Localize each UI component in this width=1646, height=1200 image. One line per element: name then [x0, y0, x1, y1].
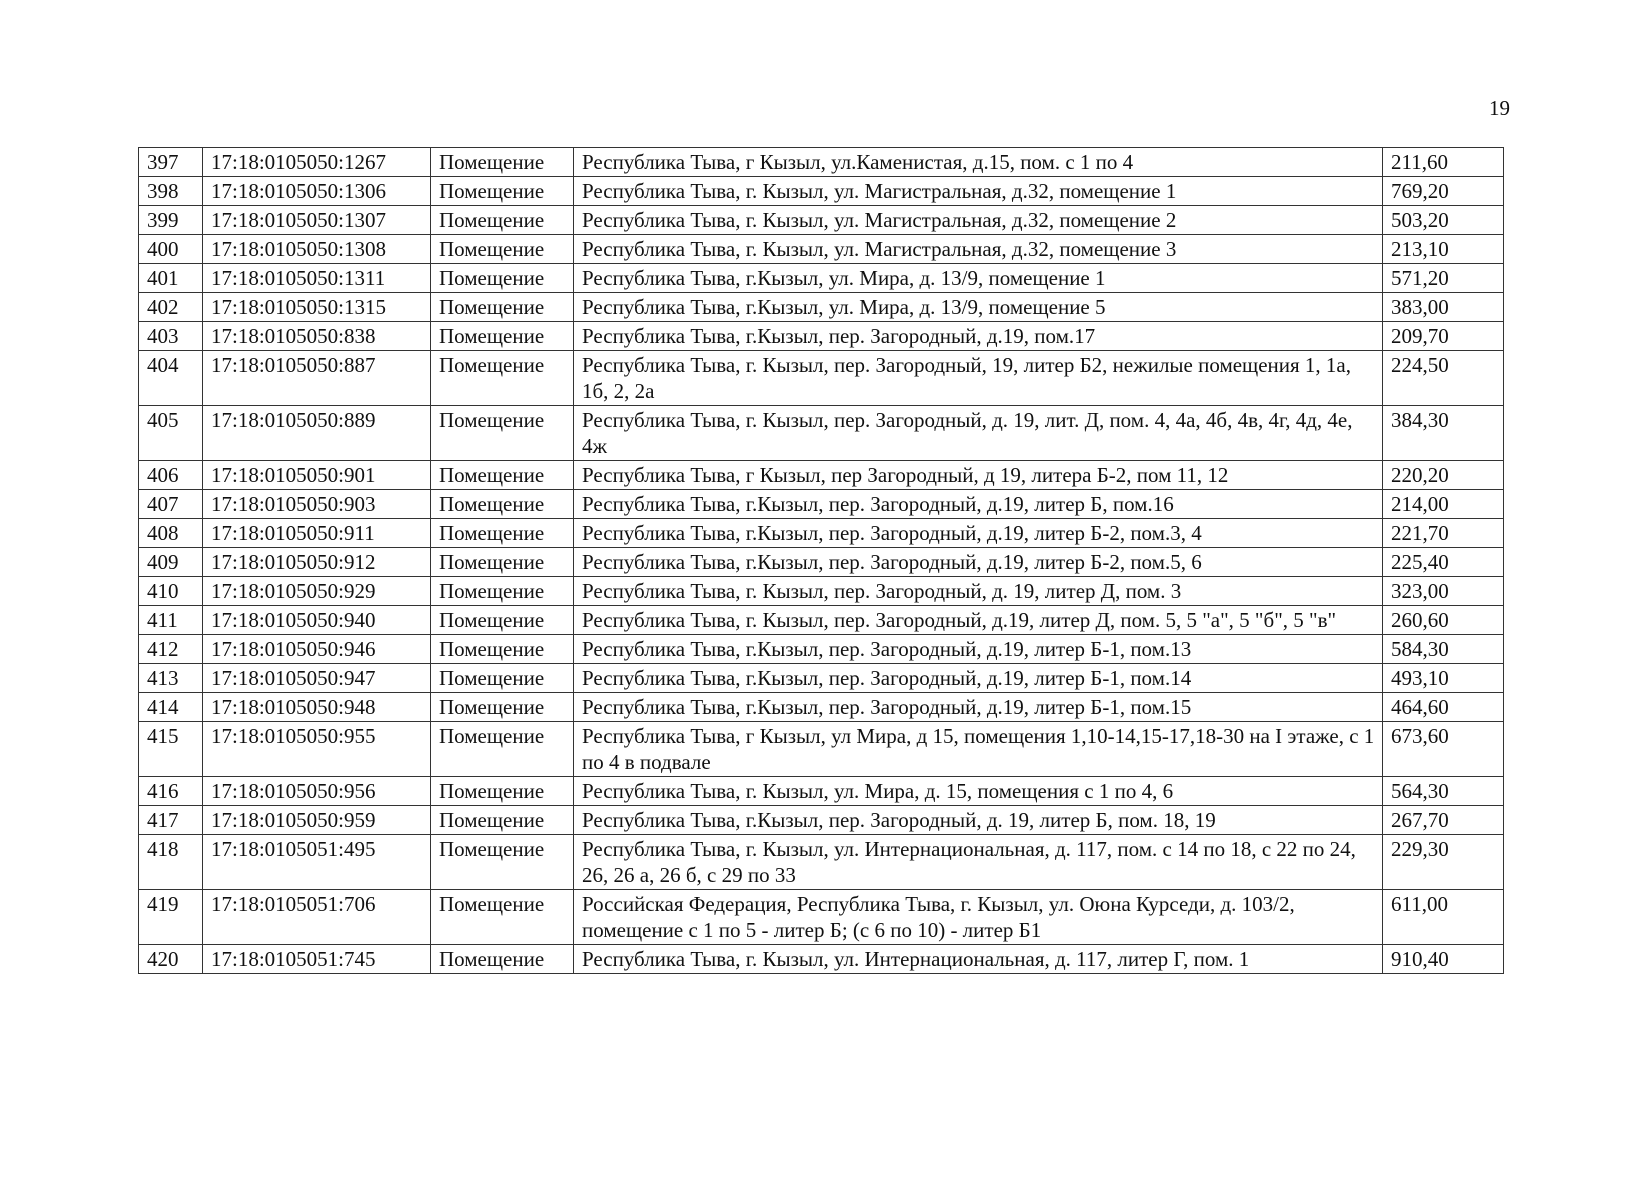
table-row [139, 635, 1504, 664]
table-row [139, 519, 1504, 548]
table-row [139, 890, 1504, 945]
cadastral-number-cell: 17:18:0105050:911 [203, 519, 431, 548]
cadastral-number-cell: 17:18:0105050:889 [203, 406, 431, 461]
object-type-cell: Помещение [431, 577, 574, 606]
address-cell: Республика Тыва, г.Кызыл, ул. Мира, д. 13/9, помещение 1 [574, 264, 1383, 293]
row-number-cell: 409 [139, 548, 203, 577]
area-cell: 211,60 [1383, 148, 1504, 177]
row-number-cell: 414 [139, 693, 203, 722]
cadastral-number-cell: 17:18:0105050:1308 [203, 235, 431, 264]
cadastral-number-cell: 17:18:0105050:948 [203, 693, 431, 722]
object-type-cell: Помещение [431, 806, 574, 835]
object-type-cell: Помещение [431, 664, 574, 693]
object-type-cell: Помещение [431, 945, 574, 974]
area-cell: 213,10 [1383, 235, 1504, 264]
address-cell: Республика Тыва, г Кызыл, ул Мира, д 15, помещения 1,10-14,15-17,18-30 на I этаже, с 1 по 4 в подвале [574, 722, 1383, 777]
area-cell: 564,30 [1383, 777, 1504, 806]
table-row [139, 148, 1504, 177]
row-number-cell: 407 [139, 490, 203, 519]
table-row [139, 664, 1504, 693]
object-type-cell: Помещение [431, 351, 574, 406]
cadastral-number-cell: 17:18:0105050:1311 [203, 264, 431, 293]
table-row [139, 606, 1504, 635]
table-row [139, 945, 1504, 974]
area-cell: 224,50 [1383, 351, 1504, 406]
object-type-cell: Помещение [431, 890, 574, 945]
object-type-cell: Помещение [431, 177, 574, 206]
object-type-cell: Помещение [431, 835, 574, 890]
address-cell: Республика Тыва, г. Кызыл, пер. Загородный, 19, литер Б2, нежилые помещения 1, 1а, 1б, 2, 2а [574, 351, 1383, 406]
row-number-cell: 410 [139, 577, 203, 606]
cadastral-number-cell: 17:18:0105050:959 [203, 806, 431, 835]
row-number-cell: 406 [139, 461, 203, 490]
area-cell: 611,00 [1383, 890, 1504, 945]
table-row [139, 461, 1504, 490]
object-type-cell: Помещение [431, 693, 574, 722]
object-type-cell: Помещение [431, 206, 574, 235]
row-number-cell: 412 [139, 635, 203, 664]
table-row [139, 693, 1504, 722]
row-number-cell: 415 [139, 722, 203, 777]
area-cell: 673,60 [1383, 722, 1504, 777]
object-type-cell: Помещение [431, 635, 574, 664]
object-type-cell: Помещение [431, 490, 574, 519]
address-cell: Республика Тыва, г. Кызыл, пер. Загородный, д.19, литер Д, пом. 5, 5 "а", 5 "б", 5 "в" [574, 606, 1383, 635]
cadastral-number-cell: 17:18:0105051:745 [203, 945, 431, 974]
object-type-cell: Помещение [431, 461, 574, 490]
address-cell: Республика Тыва, г.Кызыл, пер. Загородный, д.19, литер Б-2, пом.3, 4 [574, 519, 1383, 548]
table-row [139, 548, 1504, 577]
cadastral-number-cell: 17:18:0105050:1267 [203, 148, 431, 177]
address-cell: Республика Тыва, г. Кызыл, ул. Интернациональная, д. 117, пом. с 14 по 18, с 22 по 24, 26, 26 а, 26 б, с 29 по 33 [574, 835, 1383, 890]
row-number-cell: 401 [139, 264, 203, 293]
area-cell: 221,70 [1383, 519, 1504, 548]
cadastral-number-cell: 17:18:0105051:706 [203, 890, 431, 945]
object-type-cell: Помещение [431, 519, 574, 548]
row-number-cell: 400 [139, 235, 203, 264]
table-row [139, 577, 1504, 606]
cadastral-number-cell: 17:18:0105051:495 [203, 835, 431, 890]
table-row [139, 177, 1504, 206]
address-cell: Российская Федерация, Республика Тыва, г. Кызыл, ул. Оюна Курседи, д. 103/2, помещение с 1 по 5 - литер Б; (с 6 по 10) - литер Б1 [574, 890, 1383, 945]
address-cell: Республика Тыва, г.Кызыл, пер. Загородный, д.19, литер Б-1, пом.13 [574, 635, 1383, 664]
address-cell: Республика Тыва, г.Кызыл, пер. Загородный, д.19, литер Б-2, пом.5, 6 [574, 548, 1383, 577]
object-type-cell: Помещение [431, 264, 574, 293]
area-cell: 384,30 [1383, 406, 1504, 461]
row-number-cell: 411 [139, 606, 203, 635]
address-cell: Республика Тыва, г. Кызыл, ул. Магистральная, д.32, помещение 1 [574, 177, 1383, 206]
area-cell: 584,30 [1383, 635, 1504, 664]
table-row [139, 406, 1504, 461]
row-number-cell: 419 [139, 890, 203, 945]
table-row [139, 264, 1504, 293]
cadastral-number-cell: 17:18:0105050:1315 [203, 293, 431, 322]
area-cell: 503,20 [1383, 206, 1504, 235]
address-cell: Республика Тыва, г.Кызыл, пер. Загородный, д.19, литер Б-1, пом.14 [574, 664, 1383, 693]
object-type-cell: Помещение [431, 235, 574, 264]
row-number-cell: 405 [139, 406, 203, 461]
row-number-cell: 404 [139, 351, 203, 406]
cadastral-number-cell: 17:18:0105050:887 [203, 351, 431, 406]
area-cell: 225,40 [1383, 548, 1504, 577]
row-number-cell: 408 [139, 519, 203, 548]
cadastral-number-cell: 17:18:0105050:946 [203, 635, 431, 664]
area-cell: 209,70 [1383, 322, 1504, 351]
object-type-cell: Помещение [431, 777, 574, 806]
cadastral-number-cell: 17:18:0105050:1306 [203, 177, 431, 206]
object-type-cell: Помещение [431, 148, 574, 177]
cadastral-number-cell: 17:18:0105050:940 [203, 606, 431, 635]
address-cell: Республика Тыва, г Кызыл, пер Загородный, д 19, литера Б-2, пом 11, 12 [574, 461, 1383, 490]
table-row [139, 235, 1504, 264]
table-row [139, 777, 1504, 806]
row-number-cell: 402 [139, 293, 203, 322]
row-number-cell: 398 [139, 177, 203, 206]
table-row [139, 722, 1504, 777]
object-type-cell: Помещение [431, 406, 574, 461]
object-type-cell: Помещение [431, 722, 574, 777]
area-cell: 769,20 [1383, 177, 1504, 206]
table-body [139, 148, 1504, 974]
row-number-cell: 416 [139, 777, 203, 806]
object-type-cell: Помещение [431, 606, 574, 635]
object-type-cell: Помещение [431, 322, 574, 351]
row-number-cell: 397 [139, 148, 203, 177]
address-cell: Республика Тыва, г.Кызыл, пер. Загородный, д.19, литер Б, пом.16 [574, 490, 1383, 519]
row-number-cell: 417 [139, 806, 203, 835]
area-cell: 323,00 [1383, 577, 1504, 606]
table-row [139, 206, 1504, 235]
table-row [139, 490, 1504, 519]
row-number-cell: 420 [139, 945, 203, 974]
row-number-cell: 399 [139, 206, 203, 235]
area-cell: 267,70 [1383, 806, 1504, 835]
area-cell: 214,00 [1383, 490, 1504, 519]
address-cell: Республика Тыва, г. Кызыл, ул. Интернациональная, д. 117, литер Г, пом. 1 [574, 945, 1383, 974]
cadastral-number-cell: 17:18:0105050:956 [203, 777, 431, 806]
address-cell: Республика Тыва, г. Кызыл, пер. Загородный, д. 19, лит. Д, пом. 4, 4а, 4б, 4в, 4г, 4д, 4е, 4ж [574, 406, 1383, 461]
table-row [139, 835, 1504, 890]
address-cell: Республика Тыва, г. Кызыл, ул. Магистральная, д.32, помещение 2 [574, 206, 1383, 235]
area-cell: 260,60 [1383, 606, 1504, 635]
cadastral-number-cell: 17:18:0105050:838 [203, 322, 431, 351]
area-cell: 571,20 [1383, 264, 1504, 293]
address-cell: Республика Тыва, г.Кызыл, пер. Загородный, д.19, пом.17 [574, 322, 1383, 351]
area-cell: 229,30 [1383, 835, 1504, 890]
row-number-cell: 403 [139, 322, 203, 351]
address-cell: Республика Тыва, г.Кызыл, пер. Загородный, д. 19, литер Б, пом. 18, 19 [574, 806, 1383, 835]
cadastral-number-cell: 17:18:0105050:947 [203, 664, 431, 693]
area-cell: 493,10 [1383, 664, 1504, 693]
row-number-cell: 413 [139, 664, 203, 693]
cadastral-number-cell: 17:18:0105050:903 [203, 490, 431, 519]
address-cell: Республика Тыва, г.Кызыл, пер. Загородный, д.19, литер Б-1, пом.15 [574, 693, 1383, 722]
table-row [139, 351, 1504, 406]
address-cell: Республика Тыва, г.Кызыл, ул. Мира, д. 13/9, помещение 5 [574, 293, 1383, 322]
object-type-cell: Помещение [431, 548, 574, 577]
address-cell: Республика Тыва, г. Кызыл, ул. Магистральная, д.32, помещение 3 [574, 235, 1383, 264]
cadastral-number-cell: 17:18:0105050:901 [203, 461, 431, 490]
cadastral-number-cell: 17:18:0105050:912 [203, 548, 431, 577]
page-number: 19 [1489, 96, 1510, 120]
object-type-cell: Помещение [431, 293, 574, 322]
cadastral-number-cell: 17:18:0105050:955 [203, 722, 431, 777]
address-cell: Республика Тыва, г Кызыл, ул.Каменистая, д.15, пом. с 1 по 4 [574, 148, 1383, 177]
table-row [139, 293, 1504, 322]
property-registry-table [138, 147, 1504, 974]
address-cell: Республика Тыва, г. Кызыл, ул. Мира, д. 15, помещения с 1 по 4, 6 [574, 777, 1383, 806]
area-cell: 464,60 [1383, 693, 1504, 722]
table-row [139, 322, 1504, 351]
table-row [139, 806, 1504, 835]
cadastral-number-cell: 17:18:0105050:1307 [203, 206, 431, 235]
row-number-cell: 418 [139, 835, 203, 890]
address-cell: Республика Тыва, г. Кызыл, пер. Загородный, д. 19, литер Д, пом. 3 [574, 577, 1383, 606]
area-cell: 220,20 [1383, 461, 1504, 490]
cadastral-number-cell: 17:18:0105050:929 [203, 577, 431, 606]
area-cell: 910,40 [1383, 945, 1504, 974]
area-cell: 383,00 [1383, 293, 1504, 322]
